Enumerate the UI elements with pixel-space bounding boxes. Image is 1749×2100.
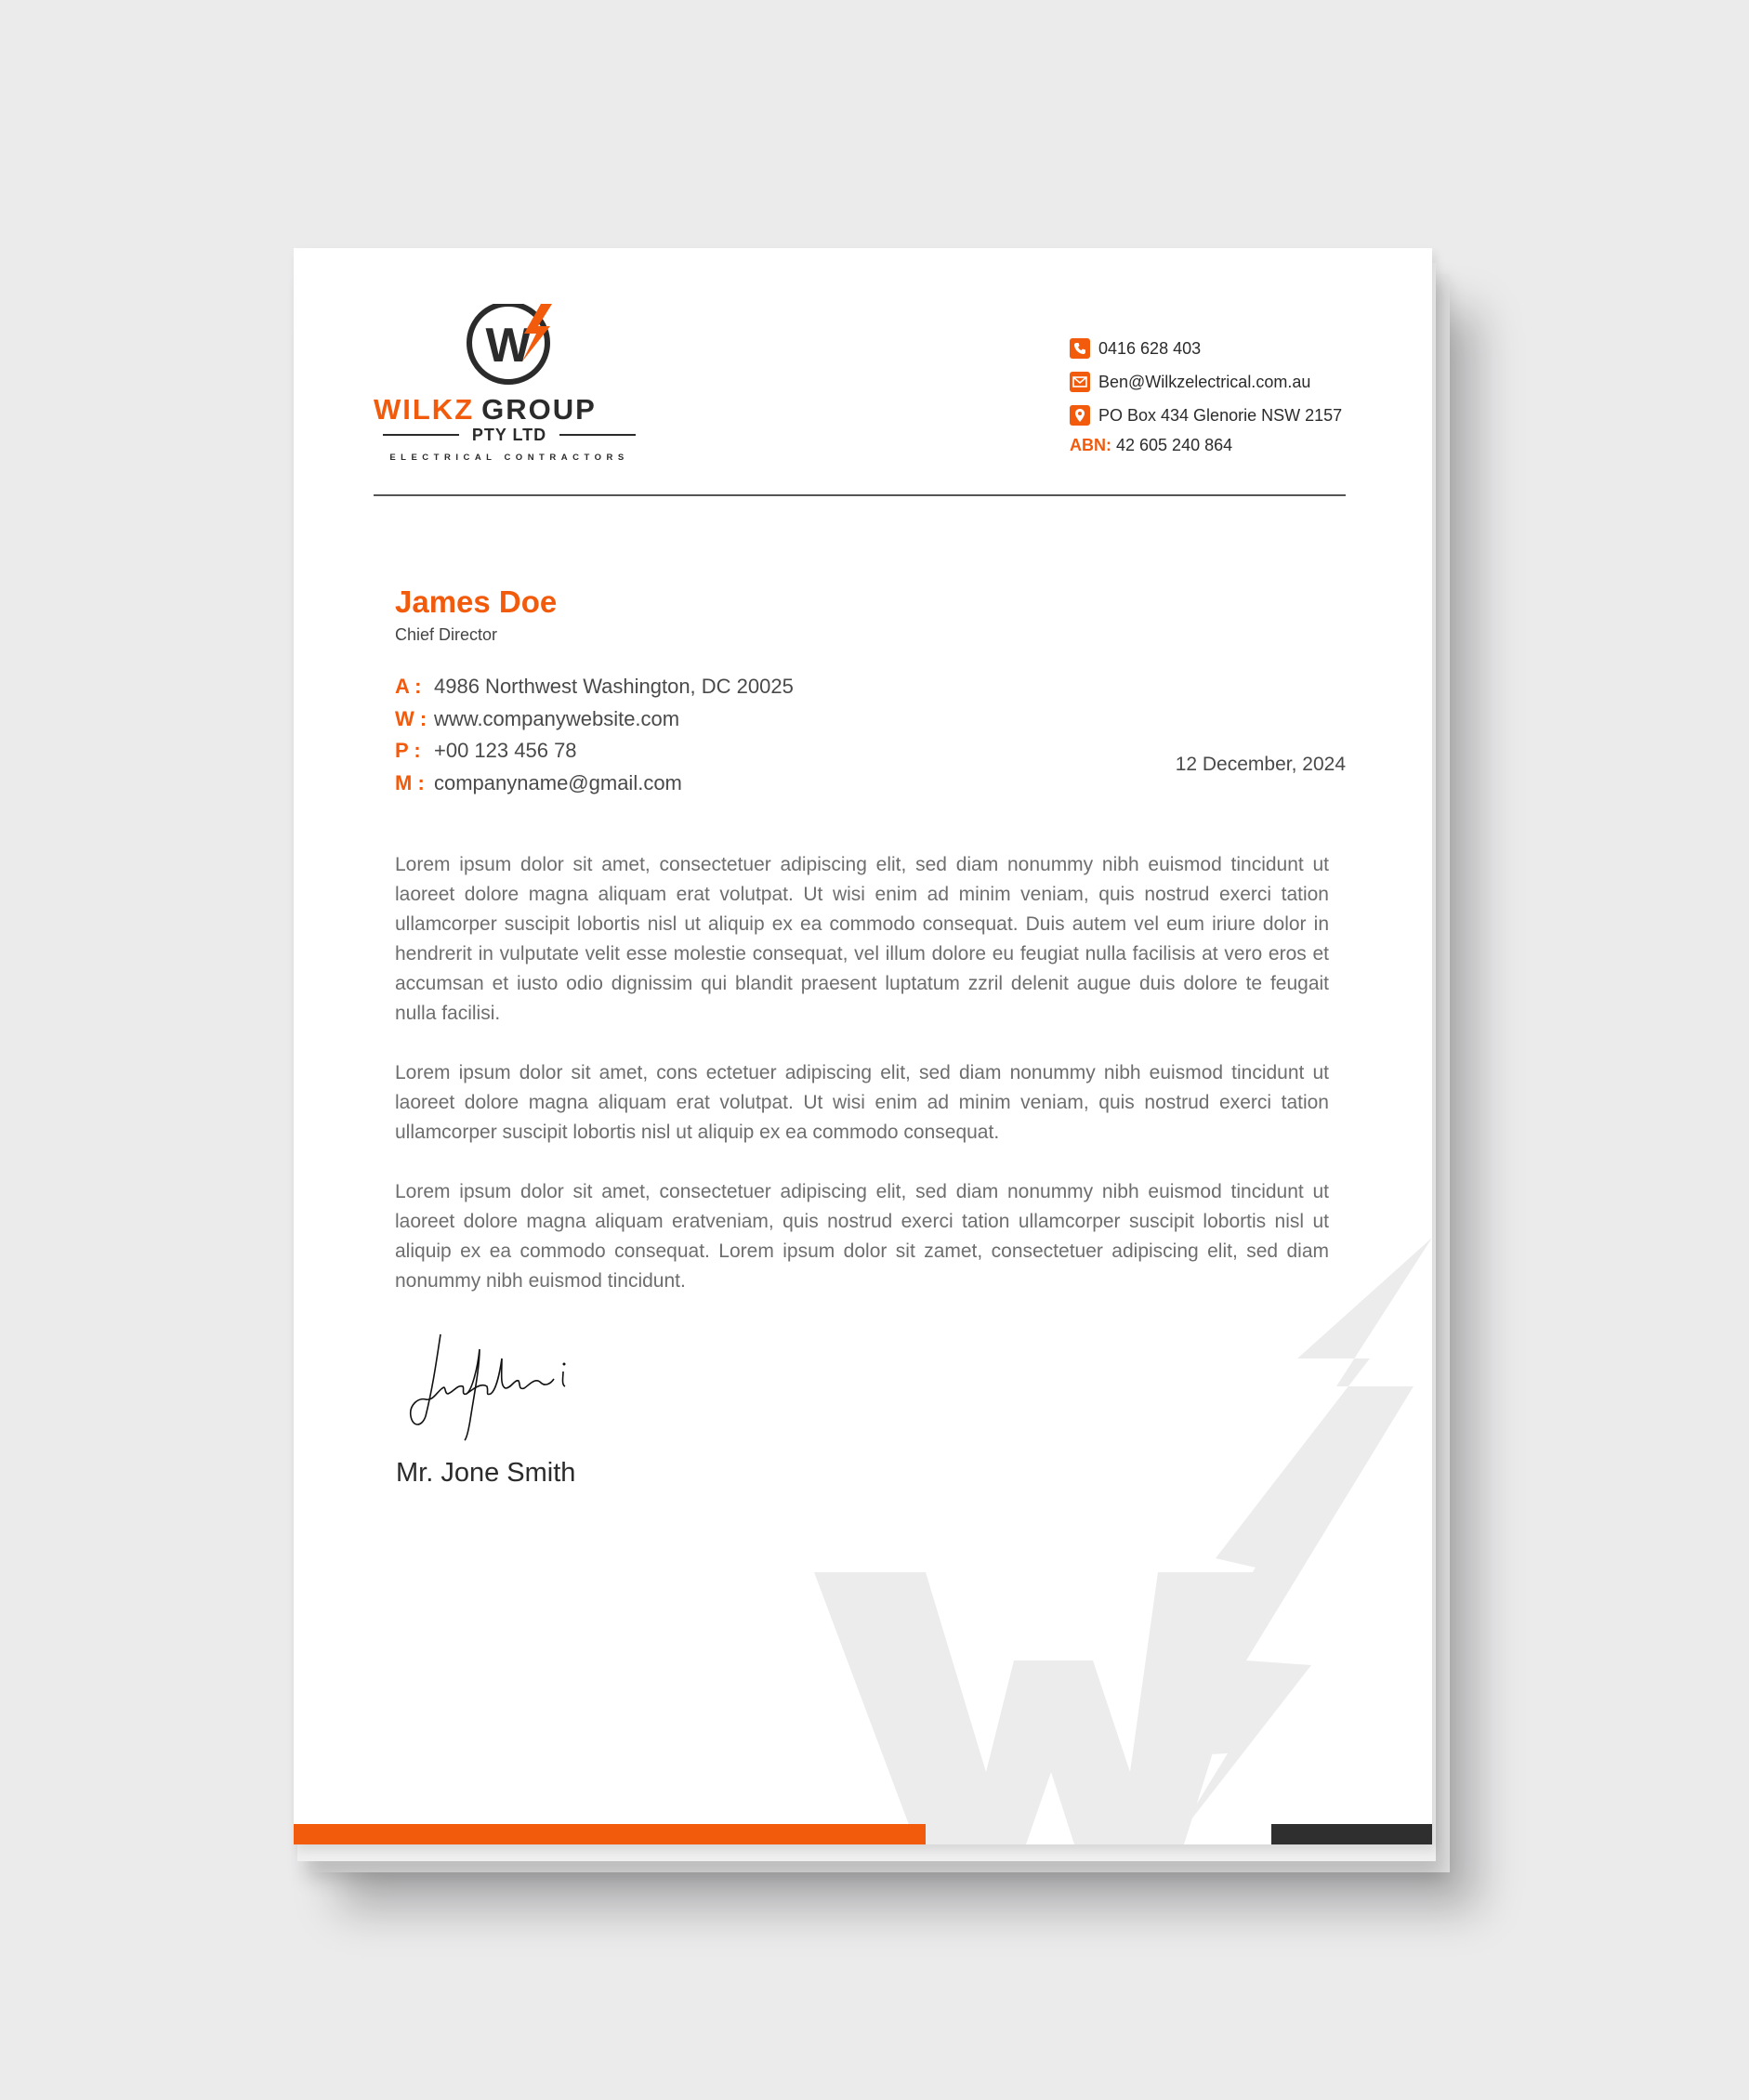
detail-value: +00 123 456 78 (434, 739, 577, 763)
company-logo (374, 304, 643, 471)
detail-address-row (395, 671, 794, 703)
letter-body (395, 850, 1329, 1326)
detail-phone-row (395, 735, 794, 768)
abn-row (1070, 436, 1404, 455)
header-divider (374, 494, 1346, 496)
recipient-block (395, 584, 557, 645)
mail-icon (1070, 372, 1090, 392)
detail-value[interactable]: www.companywebsite.com (434, 706, 680, 730)
company-name-part1: WILKZ (374, 393, 475, 426)
footer-accent-bar (294, 1824, 926, 1844)
body-paragraph: Lorem ipsum dolor sit amet, consectetuer adipiscing elit, sed diam nonummy nibh euismod tincidunt ut laoreet dolore magna aliquam eratveniam, quis nostrud exerci tation ullamcorper suscipit lobortis nisl ut aliquip ex ea commodo consequat. Lorem ipsum dolor sit zamet, consectetuer adipiscing elit, sed diam nonummy nibh euismod tincidunt. (395, 1181, 1329, 1292)
location-pin-icon (1070, 405, 1090, 426)
signature-icon (405, 1331, 582, 1442)
detail-value[interactable]: companyname@gmail.com (434, 770, 682, 794)
detail-label: W : (395, 706, 427, 730)
body-paragraph: Lorem ipsum dolor sit amet, cons ectetuer adipiscing elit, sed diam nonummy nibh euismod tincidunt ut laoreet dolore magna aliquam erat volutpat. Ut wisi enim ad minim veniam, quis nostrud exerci tation ullamcorper suscipit lobortis nisl ut aliquip ex ea commodo consequat. (395, 1062, 1329, 1143)
company-suffix: PTY LTD (471, 426, 547, 444)
footer-dark-bar (1271, 1824, 1432, 1844)
body-paragraph: Lorem ipsum dolor sit amet, consectetuer adipiscing elit, sed diam nonummy nibh euismod tincidunt ut laoreet dolore magna aliquam erat volutpat. Ut wisi enim ad minim veniam, quis nostrud exerci tation ullamcorper suscipit lobortis nisl ut aliquip ex ea commodo consequat. Duis autem vel eum iriure dolor in hendrerit in vulputate velit esse molestie consequat, vel illum dolore eu feugiat nulla facilisis at vero eros et accumsan et iusto odio dignissim qui blandit praesent luptatum zzril delenit augue duis dolore te feugait nulla facilisi. (395, 854, 1329, 1024)
detail-email-row (395, 768, 794, 800)
contact-email-row (1070, 365, 1404, 399)
detail-label: M : (395, 770, 425, 794)
recipient-details (395, 671, 794, 799)
signer-name: Mr. Jone Smith (396, 1458, 576, 1488)
contact-email[interactable]: Ben@Wilkzelectrical.com.au (1098, 372, 1311, 391)
letterhead-sheet (294, 248, 1432, 1844)
recipient-name: James Doe (395, 584, 558, 619)
detail-website-row (395, 703, 794, 736)
logo-letter: W (485, 319, 532, 373)
abn-value: 42 605 240 864 (1116, 436, 1233, 454)
contact-address-row (1070, 399, 1404, 432)
recipient-title: Chief Director (395, 625, 498, 644)
contact-block (1070, 332, 1404, 455)
company-name (374, 393, 597, 426)
company-tagline: ELECTRICAL CONTRACTORS (389, 453, 629, 463)
phone-icon (1070, 338, 1090, 359)
detail-value: 4986 Northwest Washington, DC 20025 (434, 675, 794, 699)
contact-phone-row (1070, 332, 1404, 365)
contact-address: PO Box 434 Glenorie NSW 2157 (1098, 405, 1343, 425)
abn-label: ABN: (1070, 436, 1111, 454)
detail-label: A : (395, 675, 422, 699)
company-name-part2: GROUP (481, 393, 597, 426)
letter-date: 12 December, 2024 (1175, 754, 1346, 775)
contact-phone[interactable]: 0416 628 403 (1098, 338, 1202, 358)
detail-label: P : (395, 739, 421, 763)
